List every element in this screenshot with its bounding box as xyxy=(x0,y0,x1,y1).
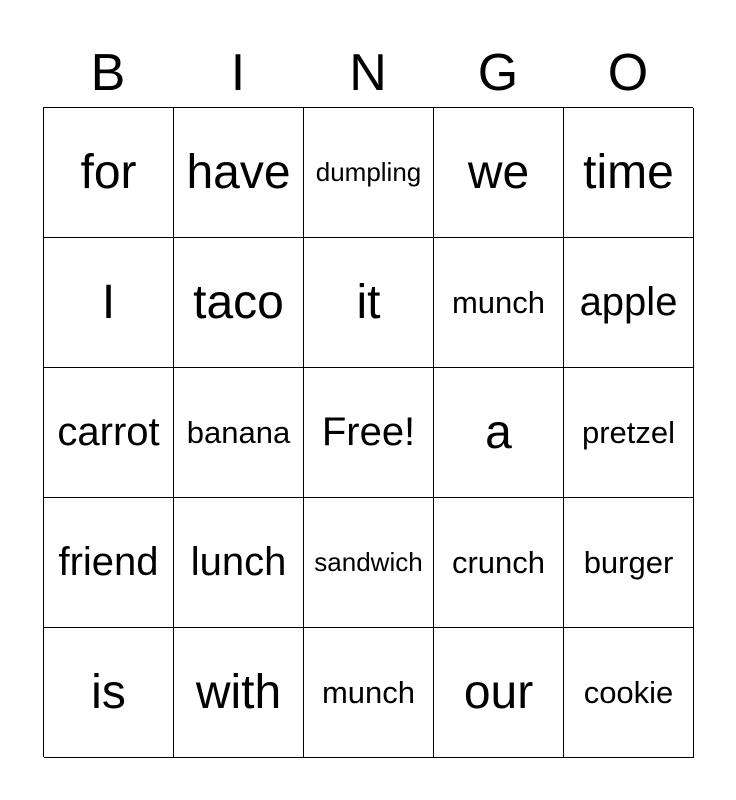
bingo-cell[interactable]: it xyxy=(304,238,434,368)
bingo-cell[interactable]: munch xyxy=(434,238,564,368)
bingo-cell[interactable]: lunch xyxy=(174,498,304,628)
bingo-cell[interactable]: with xyxy=(174,628,304,758)
header-letter-n: N xyxy=(349,44,387,102)
bingo-cell[interactable]: crunch xyxy=(434,498,564,628)
bingo-cell[interactable]: is xyxy=(44,628,174,758)
bingo-cell[interactable]: sandwich xyxy=(304,498,434,628)
header-letter-o: O xyxy=(607,44,649,102)
bingo-cell[interactable]: taco xyxy=(174,238,304,368)
bingo-cell[interactable]: pretzel xyxy=(564,368,694,498)
bingo-header xyxy=(43,40,693,106)
bingo-cell[interactable]: our xyxy=(434,628,564,758)
bingo-cell[interactable]: friend xyxy=(44,498,174,628)
bingo-cell[interactable]: dumpling xyxy=(304,108,434,238)
bingo-cell[interactable]: apple xyxy=(564,238,694,368)
bingo-cell[interactable]: burger xyxy=(564,498,694,628)
bingo-cell[interactable]: cookie xyxy=(564,628,694,758)
bingo-cell[interactable]: a xyxy=(434,368,564,498)
bingo-board xyxy=(43,107,693,757)
bingo-cell[interactable]: for xyxy=(44,108,174,238)
bingo-cell[interactable]: we xyxy=(434,108,564,238)
header-letter-g: G xyxy=(477,44,519,102)
bingo-cell[interactable]: have xyxy=(174,108,304,238)
free-space-cell[interactable]: Free! xyxy=(304,368,434,498)
bingo-cell[interactable]: munch xyxy=(304,628,434,758)
bingo-cell[interactable]: carrot xyxy=(44,368,174,498)
bingo-cell[interactable]: banana xyxy=(174,368,304,498)
header-letter-b: B xyxy=(90,44,126,102)
header-letter-i: I xyxy=(230,44,246,102)
bingo-cell[interactable]: time xyxy=(564,108,694,238)
bingo-cell[interactable]: I xyxy=(44,238,174,368)
